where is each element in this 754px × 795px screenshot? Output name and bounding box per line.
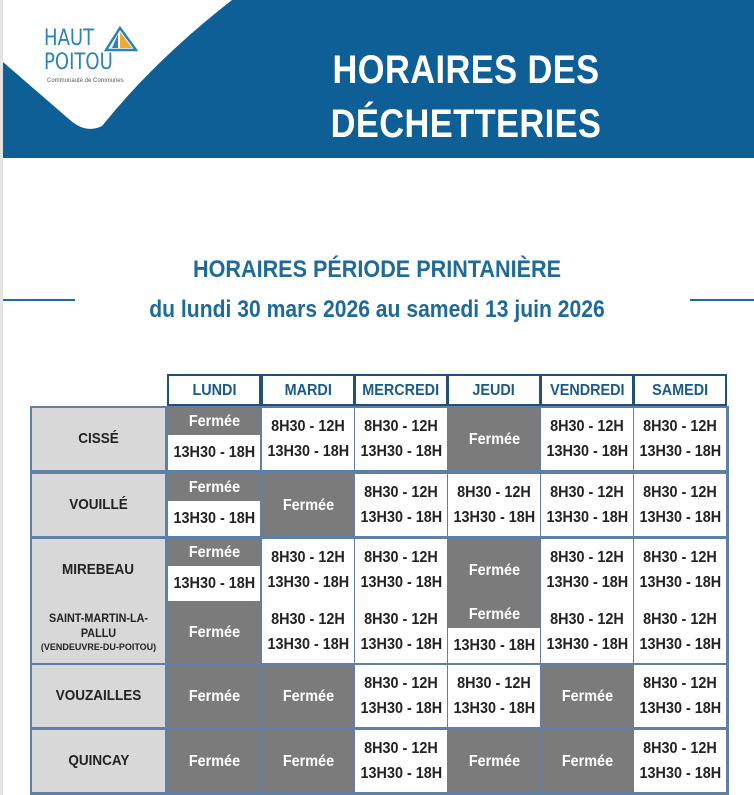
site-name-cell xyxy=(32,539,165,601)
hours-pm: 13H30 - 18H xyxy=(173,443,255,461)
hours-cell xyxy=(541,474,633,536)
day-header-lundi xyxy=(167,374,261,406)
hours-am: 8H30 - 12H xyxy=(364,484,438,501)
site-name-cell xyxy=(32,601,165,663)
hours-am: 8H30 - 12H xyxy=(643,611,717,628)
hours-pm: 13H30 - 18H xyxy=(453,636,535,654)
hours-cell xyxy=(634,730,726,792)
closed-cell xyxy=(262,730,354,792)
hours-am: 8H30 - 12H xyxy=(643,418,717,435)
hours-am: 8H30 - 12H xyxy=(457,484,531,501)
hours-cell xyxy=(448,474,540,536)
hours-pm: 13H30 - 18H xyxy=(173,509,255,527)
closed-cell xyxy=(448,730,540,792)
closed-label: Fermée xyxy=(188,752,240,770)
closed-label: Fermée xyxy=(468,430,520,448)
hours-pm: 13H30 - 18H xyxy=(360,443,442,460)
site-name: QUINCAY xyxy=(67,752,130,769)
site-note: (VENDEUVRE-DU-POITOU) xyxy=(40,642,157,652)
day-header-label: VENDREDI xyxy=(549,382,625,399)
hours-am: 8H30 - 12H xyxy=(271,418,345,435)
hours-pm: 13H30 - 18H xyxy=(267,574,349,591)
closed-cell xyxy=(168,730,260,792)
site-name-cell xyxy=(32,665,165,727)
hours-am: 8H30 - 12H xyxy=(643,740,717,757)
closed-label: Fermée xyxy=(282,496,334,514)
closed-label: Fermée xyxy=(188,623,240,641)
hours-cell xyxy=(262,601,354,663)
partial-closed-cell xyxy=(168,408,260,470)
hours-pm: 13H30 - 18H xyxy=(453,700,535,717)
logo-line1: HAUT xyxy=(44,26,95,51)
morning-closed xyxy=(448,601,540,628)
site-name-cell xyxy=(32,408,165,470)
closed-label: Fermée xyxy=(561,687,613,705)
site-name: VOUILLÉ xyxy=(69,496,128,513)
closed-label: Fermée xyxy=(468,752,520,770)
site-name: CISSÉ xyxy=(78,430,119,447)
closed-cell xyxy=(168,601,260,663)
day-header-mardi xyxy=(261,374,355,406)
hours-pm: 13H30 - 18H xyxy=(360,509,442,526)
closed-label: Fermée xyxy=(468,606,520,623)
period-title: HORAIRES PÉRIODE PRINTANIÈRE xyxy=(192,256,562,283)
hours-pm: 13H30 - 18H xyxy=(267,443,349,460)
closed-label: Fermée xyxy=(188,413,240,430)
hours-pm: 13H30 - 18H xyxy=(639,765,721,782)
hours-pm: 13H30 - 18H xyxy=(639,574,721,591)
hours-cell xyxy=(355,539,447,601)
hours-cell xyxy=(634,665,726,727)
logo-line2: POITOU xyxy=(44,50,113,75)
hours-pm: 13H30 - 18H xyxy=(639,700,721,717)
hours-cell xyxy=(541,539,633,601)
page-title: HORAIRES DES DÉCHETTERIES xyxy=(330,48,602,146)
hours-cell xyxy=(262,408,354,470)
closed-cell xyxy=(541,730,633,792)
hours-am: 8H30 - 12H xyxy=(643,549,717,566)
hours-am: 8H30 - 12H xyxy=(364,549,438,566)
hours-cell xyxy=(634,601,726,663)
hours-pm: 13H30 - 18H xyxy=(360,765,442,782)
hours-cell xyxy=(541,601,633,663)
morning-closed xyxy=(168,539,260,566)
hours-cell xyxy=(355,474,447,536)
hours-am: 8H30 - 12H xyxy=(643,675,717,692)
partial-closed-cell xyxy=(168,539,260,601)
closed-cell xyxy=(541,665,633,727)
hours-am: 8H30 - 12H xyxy=(271,549,345,566)
hours-am: 8H30 - 12H xyxy=(457,675,531,692)
partial-closed-cell xyxy=(168,474,260,536)
hours-pm: 13H30 - 18H xyxy=(546,509,628,526)
hours-am: 8H30 - 12H xyxy=(550,549,624,566)
hours-cell xyxy=(634,408,726,470)
hours-am: 8H30 - 12H xyxy=(550,418,624,435)
site-name-cell xyxy=(32,730,165,792)
hours-am: 8H30 - 12H xyxy=(364,740,438,757)
hours-am: 8H30 - 12H xyxy=(271,611,345,628)
morning-closed xyxy=(168,474,260,501)
closed-cell xyxy=(448,539,540,601)
day-header-label: MERCREDI xyxy=(362,382,440,399)
hours-am: 8H30 - 12H xyxy=(364,611,438,628)
closed-cell xyxy=(448,408,540,470)
closed-label: Fermée xyxy=(188,687,240,705)
closed-label: Fermée xyxy=(188,479,240,496)
day-header-mercredi xyxy=(354,374,448,406)
day-header-samedi xyxy=(633,374,727,406)
hours-cell xyxy=(541,408,633,470)
afternoon-hours xyxy=(168,501,260,536)
hours-pm: 13H30 - 18H xyxy=(360,636,442,653)
site-name-cell xyxy=(32,474,165,536)
hours-am: 8H30 - 12H xyxy=(364,675,438,692)
hours-pm: 13H30 - 18H xyxy=(639,636,721,653)
closed-label: Fermée xyxy=(188,544,240,561)
site-name: VOUZAILLES xyxy=(55,687,142,704)
hours-cell xyxy=(262,539,354,601)
hours-am: 8H30 - 12H xyxy=(643,484,717,501)
site-name: MIREBEAU xyxy=(62,561,135,578)
hours-pm: 13H30 - 18H xyxy=(360,700,442,717)
hours-pm: 13H30 - 18H xyxy=(360,574,442,591)
morning-closed xyxy=(168,408,260,435)
hours-pm: 13H30 - 18H xyxy=(453,509,535,526)
closed-cell xyxy=(262,474,354,536)
partial-closed-cell xyxy=(448,601,540,663)
day-header-label: SAMEDI xyxy=(651,382,708,399)
afternoon-hours xyxy=(448,628,540,663)
hours-pm: 13H30 - 18H xyxy=(546,443,628,460)
site-name: SAINT-MARTIN-LA-PALLU xyxy=(49,611,148,640)
hours-cell xyxy=(355,665,447,727)
hours-cell xyxy=(355,601,447,663)
hours-pm: 13H30 - 18H xyxy=(546,574,628,591)
day-header-jeudi xyxy=(447,374,541,406)
closed-label: Fermée xyxy=(282,687,334,705)
hours-cell xyxy=(355,730,447,792)
day-header-label: MARDI xyxy=(284,382,332,399)
closed-cell xyxy=(168,665,260,727)
hours-cell xyxy=(355,408,447,470)
hours-am: 8H30 - 12H xyxy=(364,418,438,435)
hours-pm: 13H30 - 18H xyxy=(173,574,255,592)
hours-cell xyxy=(448,665,540,727)
hours-pm: 13H30 - 18H xyxy=(546,636,628,653)
closed-cell xyxy=(262,665,354,727)
day-header-vendredi xyxy=(540,374,634,406)
hours-cell xyxy=(634,474,726,536)
hours-cell xyxy=(634,539,726,601)
afternoon-hours xyxy=(168,566,260,601)
hours-pm: 13H30 - 18H xyxy=(267,636,349,653)
hours-am: 8H30 - 12H xyxy=(550,484,624,501)
hours-pm: 13H30 - 18H xyxy=(639,443,721,460)
logo-subtitle: Communauté de Communes xyxy=(47,78,124,84)
closed-label: Fermée xyxy=(561,752,613,770)
closed-label: Fermée xyxy=(468,561,520,579)
hours-am: 8H30 - 12H xyxy=(550,611,624,628)
period-dates: du lundi 30 mars 2026 au samedi 13 juin 2026 xyxy=(149,296,605,323)
closed-label: Fermée xyxy=(282,752,334,770)
afternoon-hours xyxy=(168,435,260,470)
day-header-label: JEUDI xyxy=(472,382,516,399)
day-header-label: LUNDI xyxy=(191,382,236,399)
hours-pm: 13H30 - 18H xyxy=(639,509,721,526)
